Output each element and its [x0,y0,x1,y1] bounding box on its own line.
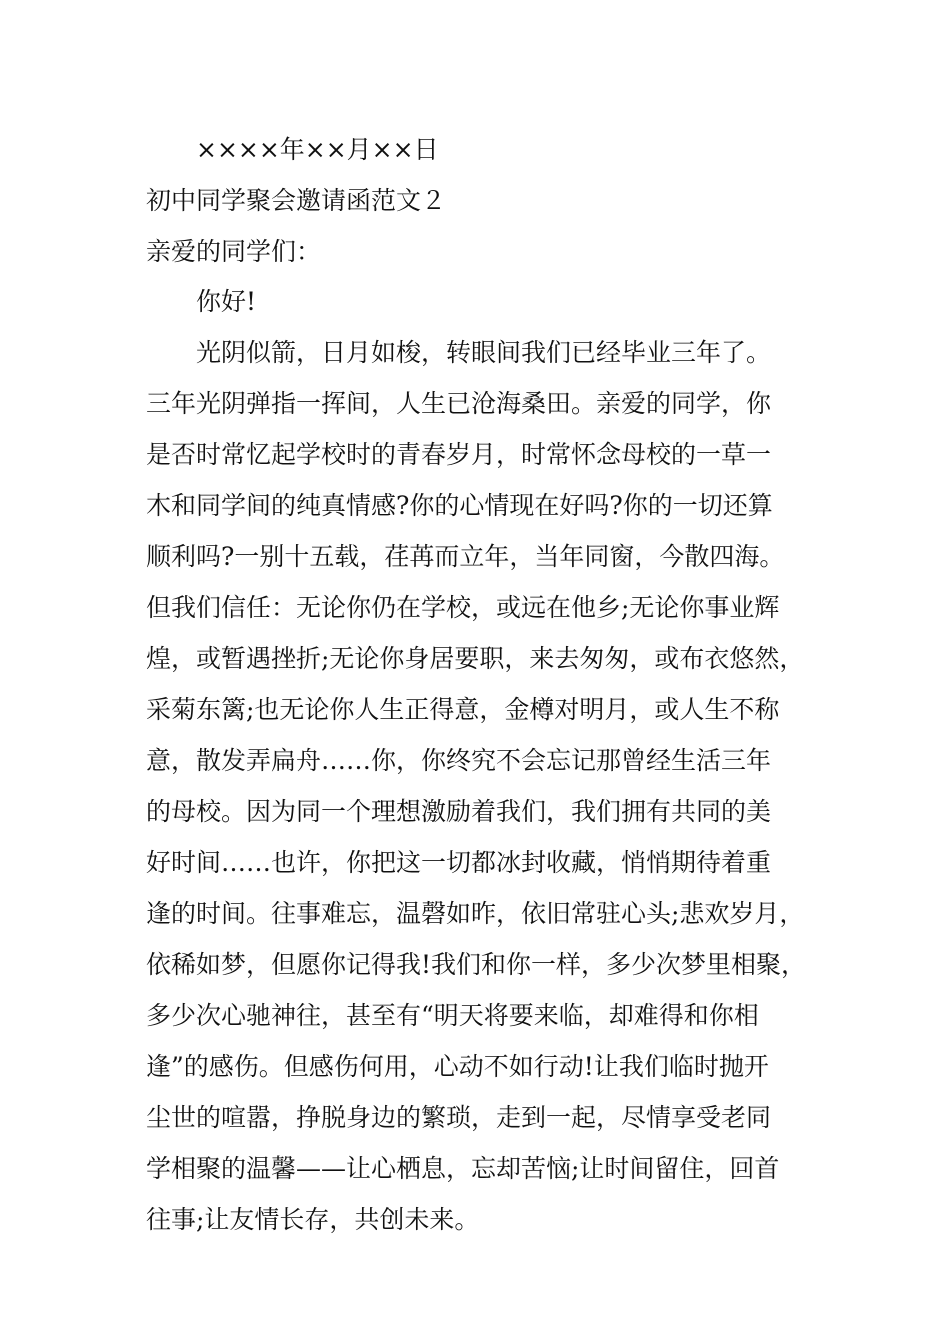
body-line: 依稀如梦，但愿你记得我!我们和你一样，多少次梦里相聚， [146,950,807,979]
salutation: 亲爱的同学们： [146,237,322,266]
body-line: 好时间……也许，你把这一切都冰封收藏，悄悄期待着重 [146,848,772,877]
date-line: ××××年××月××日 [196,135,439,164]
body-line: 意，散发弄扁舟……你，你终究不会忘记那曾经生活三年 [146,746,772,775]
body-line: 逢”的感伤。但感伤何用，心动不如行动!让我们临时抛开 [146,1052,769,1081]
body-line: 往事;让友情长存，共创未来。 [146,1205,480,1234]
body-line: 是否时常忆起学校时的青春岁月，时常怀念母校的一草一 [146,440,772,469]
body-line: 顺利吗?一别十五载，荏苒而立年，当年同窗，今散四海。 [146,542,785,571]
body-line: 的母校。因为同一个理想激励着我们，我们拥有共同的美 [146,797,772,826]
body-line: 逢的时间。往事难忘，温磬如昨，依旧常驻心头;悲欢岁月， [146,899,805,928]
body-line: 学相聚的温馨——让心栖息，忘却苦恼;让时间留住，回首 [146,1154,780,1183]
body-line: 尘世的喧嚣，挣脱身边的繁琐，走到一起，尽情享受老同 [146,1103,772,1132]
greeting: 你好! [196,287,257,316]
body-line: 木和同学间的纯真情感?你的心情现在好吗?你的一切还算 [146,491,773,520]
document-heading: 初中同学聚会邀请函范文２ [146,186,447,215]
body-line: 煌，或暂遇挫折;无论你身居要职，来去匆匆，或布衣悠然， [146,644,805,673]
body-line: 三年光阴弹指一挥间，人生已沧海桑田。亲爱的同学，你 [146,389,772,418]
body-line: 采菊东篱;也无论你人生正得意，金樽对明月，或人生不称 [146,695,780,724]
body-line: 多少次心驰神往，甚至有“明天将要来临，却难得和你相 [146,1001,759,1030]
body-line: 光阴似箭，日月如梭，转眼间我们已经毕业三年了。 [196,338,772,367]
body-line: 但我们信任：无论你仍在学校，或远在他乡;无论你事业辉 [146,593,780,622]
